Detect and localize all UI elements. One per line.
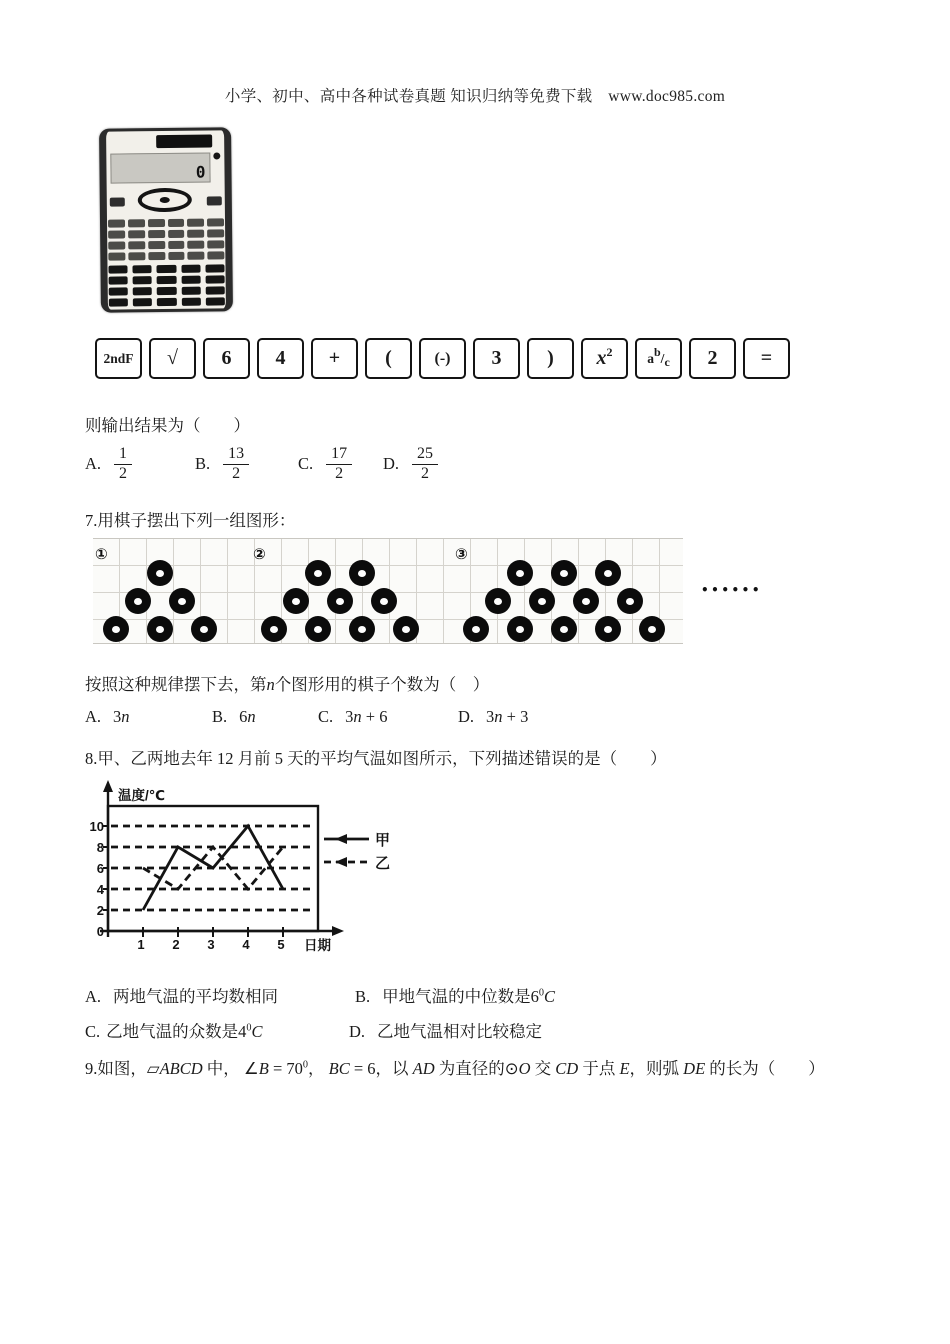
q7-option-c [318, 707, 387, 727]
text-run: 2ndF [103, 350, 134, 366]
x-tick-label: 3 [207, 937, 215, 952]
text-run: 0 [246, 1022, 252, 1034]
text-run: CD [555, 1059, 579, 1078]
legend-arrow-icon [335, 834, 347, 844]
game-piece [169, 588, 195, 614]
calculator-side-key [207, 196, 222, 205]
calculator-key [128, 219, 145, 227]
x-tick-label: 2 [172, 937, 180, 952]
text-run: 4 [275, 347, 286, 369]
option-value [382, 987, 555, 1006]
text-run: ▱ [146, 1059, 160, 1078]
text-run: = 6，以 [349, 1059, 413, 1078]
fraction-denominator: 2 [232, 464, 241, 482]
game-piece [261, 616, 287, 642]
calculator-key [168, 241, 185, 249]
calculator-key [157, 298, 176, 306]
calculator-image [99, 127, 233, 312]
calculator-key [133, 265, 152, 273]
calculator-key [187, 230, 204, 238]
text-run: 交 [530, 1059, 556, 1078]
calculator-key [109, 298, 128, 306]
text-run: n [121, 707, 130, 726]
text-run: 3 [345, 707, 354, 726]
pressed-key [473, 338, 520, 379]
calculator-dpad-icon [138, 188, 192, 213]
text-run: ABCD [159, 1059, 203, 1078]
game-piece [551, 560, 577, 586]
text-run: n [266, 675, 275, 694]
q7-options [85, 707, 685, 733]
text-run: AD [412, 1059, 435, 1078]
option-value [113, 987, 278, 1006]
text-run: 个图形用的棋子个数为（ ） [274, 675, 490, 694]
text-run: a [647, 350, 654, 366]
game-piece [103, 616, 129, 642]
pressed-key [635, 338, 682, 379]
text-run: x [596, 347, 607, 369]
calculator-key [128, 230, 145, 238]
game-piece [349, 616, 375, 642]
game-piece [393, 616, 419, 642]
x-tick-label: 4 [242, 937, 250, 952]
text-run: 乙地气温相对比较稳定 [377, 1022, 543, 1041]
fraction [326, 446, 352, 483]
text-run: C [251, 1022, 263, 1041]
option-label: C. [298, 454, 314, 474]
text-run: b [653, 345, 661, 359]
text-run: 6 [239, 707, 248, 726]
text-run: 9.如图， [85, 1059, 147, 1078]
game-piece [595, 560, 621, 586]
text-run: = [760, 347, 773, 369]
y-axis-title: 温度/℃ [118, 788, 166, 803]
calculator-key [148, 230, 165, 238]
y-axis-arrow-icon [103, 780, 113, 792]
option-value [239, 707, 256, 726]
text-run: + [328, 347, 341, 369]
option-label: C. [318, 707, 334, 726]
calculator-key [108, 265, 127, 273]
calculator-key [108, 230, 125, 238]
option-label: B. [212, 707, 228, 726]
calculator-key [207, 240, 224, 248]
text-run: ( [385, 347, 392, 369]
option-label: C. [85, 1022, 101, 1041]
pressed-key [95, 338, 142, 379]
figure-number-label: ② [253, 545, 266, 563]
calculator-key [188, 252, 205, 260]
game-piece [573, 588, 599, 614]
pressed-key [689, 338, 736, 379]
pressed-key [365, 338, 412, 379]
q7-option-a [85, 707, 130, 727]
calculator-key [188, 241, 205, 249]
y-tick-label: 6 [96, 861, 104, 876]
game-piece [507, 560, 533, 586]
calculator-key [187, 219, 204, 227]
q8-options-row1 [85, 983, 785, 1009]
fraction-denominator: 2 [119, 464, 128, 482]
legend-label: 甲 [375, 833, 391, 849]
text-run: 两地气温的平均数相同 [113, 987, 279, 1006]
text-run: 于点 [578, 1059, 620, 1078]
option-label: A. [85, 454, 102, 474]
y-tick-label: 8 [96, 840, 104, 855]
legend-arrow-icon [335, 857, 347, 867]
text-run: 按照这种规律摆下去，第 [85, 675, 267, 694]
calculator-key [157, 276, 176, 284]
calculator-key [181, 276, 200, 284]
calculator-display-value: 0 [195, 162, 206, 182]
text-run: 3 [491, 347, 502, 369]
figure-number-label: ① [95, 545, 108, 563]
calculator-key [133, 287, 152, 295]
keypress-row [95, 338, 790, 379]
y-tick-label: 2 [96, 903, 104, 918]
q6-prompt: 则输出结果为（ ） [85, 416, 250, 435]
y-tick-label: 4 [96, 882, 104, 897]
q6-option-b [195, 446, 249, 483]
game-piece [595, 616, 621, 642]
calculator-key [148, 252, 165, 260]
text-run: √ [167, 347, 178, 369]
option-label: A. [85, 987, 102, 1006]
text-run: ⊙ [504, 1059, 519, 1078]
text-run: BC [328, 1059, 350, 1078]
option-value [113, 707, 130, 726]
calculator-small-keys [108, 218, 224, 260]
x-tick-label: 5 [277, 937, 285, 952]
text-run: + 3 [502, 707, 529, 726]
q9-stem [85, 1055, 905, 1079]
calculator-key [148, 219, 165, 227]
calculator-key [108, 252, 125, 260]
text-run: ) [547, 347, 554, 369]
calculator-nav-cluster [108, 186, 224, 215]
game-piece [283, 588, 309, 614]
text-run: = 70 [268, 1059, 303, 1078]
game-piece [529, 588, 555, 614]
fraction [412, 446, 438, 483]
q8-option-c [85, 1018, 263, 1042]
q7-stem: 7.用棋子摆出下列一组图形： [85, 511, 296, 530]
calculator-indicator-dot [213, 152, 220, 159]
pieces-figure [93, 538, 683, 644]
game-piece [305, 616, 331, 642]
pressed-key [581, 338, 628, 379]
text-run: ，则弧 [629, 1059, 684, 1078]
pressed-key [527, 338, 574, 379]
text-run: 的长为（ ） [705, 1059, 825, 1078]
game-piece [617, 588, 643, 614]
text-run: 甲地气温的中位数是 [382, 987, 531, 1006]
text-run: c [664, 355, 670, 369]
q6-options [85, 446, 565, 500]
text-run: O [518, 1059, 531, 1078]
q8-option-a [85, 983, 278, 1007]
calculator-key [181, 265, 200, 273]
option-value [345, 707, 387, 726]
pressed-key [311, 338, 358, 379]
pressed-key [257, 338, 304, 379]
text-run: n [247, 707, 256, 726]
calculator-key [205, 264, 224, 272]
calculator-big-keys [108, 264, 224, 306]
calculator-key [181, 298, 200, 306]
text-run: ， [307, 1059, 329, 1078]
game-piece [507, 616, 533, 642]
calculator-key [109, 276, 128, 284]
calculator-key [133, 276, 152, 284]
q6-option-d [383, 446, 438, 483]
calculator-brand-plate [156, 135, 212, 149]
game-piece [191, 616, 217, 642]
pressed-key [419, 338, 466, 379]
calculator-side-key [110, 197, 125, 206]
q8-stem: 8.甲、乙两地去年 12 月前 5 天的平均气温如图所示，下列描述错误的是（ ） [85, 749, 667, 768]
text-run: DE [683, 1059, 706, 1078]
calculator-key [128, 252, 145, 260]
q6-option-a [85, 446, 132, 483]
q8-options-row2 [85, 1018, 785, 1044]
fraction-denominator: 2 [421, 464, 430, 482]
fraction-denominator: 2 [335, 464, 344, 482]
game-piece [371, 588, 397, 614]
text-run: 2 [707, 347, 718, 369]
game-piece [463, 616, 489, 642]
text-run: E [619, 1059, 630, 1078]
text-run: 2 [606, 345, 613, 359]
game-piece [305, 560, 331, 586]
y-tick-label: 0 [96, 924, 104, 939]
game-piece [551, 616, 577, 642]
text-run: 6 [221, 347, 232, 369]
site-header-text: 小学、初中、高中各种试卷真题 知识归纳等免费下载 www.doc985.com [224, 88, 726, 105]
q8-option-d [349, 1018, 542, 1042]
calculator-key [207, 229, 224, 237]
temperature-chart [89, 779, 437, 965]
calculator-key [148, 241, 165, 249]
calculator-key [205, 275, 224, 283]
option-value [106, 1022, 262, 1041]
option-label: B. [355, 987, 371, 1006]
x-tick-label: 1 [137, 937, 145, 952]
fraction-numerator: 1 [114, 446, 132, 465]
legend-label: 乙 [375, 856, 391, 872]
game-piece [327, 588, 353, 614]
text-run: 0 [538, 987, 544, 999]
game-piece [125, 588, 151, 614]
text-run: 中， [202, 1059, 244, 1078]
calculator-key [168, 252, 185, 260]
calculator-key [207, 218, 224, 226]
fraction-numerator: 25 [412, 446, 438, 465]
fraction [223, 446, 249, 483]
x-axis-title: 日期 [304, 938, 331, 953]
x-axis-arrow-icon [332, 926, 344, 936]
game-piece [349, 560, 375, 586]
game-piece [485, 588, 511, 614]
calculator-key [168, 230, 185, 238]
calculator-key [157, 265, 176, 273]
fraction [114, 446, 132, 483]
option-label: D. [383, 454, 400, 474]
text-run: / [660, 350, 665, 366]
calculator-key [167, 219, 184, 227]
figure-number-label: ③ [455, 545, 468, 563]
calculator-key [108, 219, 125, 227]
text-run: n [494, 707, 503, 726]
q8-option-b [355, 983, 555, 1007]
option-label: D. [349, 1022, 366, 1041]
calculator-key [128, 241, 145, 249]
calculator-key [133, 298, 152, 306]
text-run: 为直径的 [434, 1059, 505, 1078]
option-label: A. [85, 707, 102, 726]
option-label: B. [195, 454, 211, 474]
figure-ellipsis: •••••• [701, 583, 763, 597]
text-run: 乙地气温的众数是 [106, 1022, 239, 1041]
text-run: (-) [434, 349, 451, 367]
game-piece [147, 616, 173, 642]
calculator-key [207, 251, 224, 259]
text-run: C [544, 987, 556, 1006]
option-label: D. [458, 707, 475, 726]
calculator-key [206, 297, 225, 305]
text-run: 6 [530, 987, 539, 1006]
pressed-key [743, 338, 790, 379]
option-value [377, 1022, 542, 1041]
calculator-key [205, 286, 224, 294]
q7-option-b [212, 707, 256, 727]
text-run: 3 [486, 707, 495, 726]
calculator-key [109, 287, 128, 295]
text-run: + 6 [361, 707, 388, 726]
option-value [486, 707, 528, 726]
game-piece [639, 616, 665, 642]
text-run: 4 [238, 1022, 247, 1041]
pressed-key [149, 338, 196, 379]
text-run: n [353, 707, 362, 726]
calculator-key [181, 287, 200, 295]
pressed-key [203, 338, 250, 379]
text-run: 3 [113, 707, 122, 726]
calculator-key [157, 287, 176, 295]
y-tick-label: 10 [89, 819, 104, 834]
calculator-key [108, 241, 125, 249]
q7-followup [85, 671, 489, 695]
q6-option-c [298, 446, 352, 483]
calculator-display [110, 153, 210, 184]
q7-option-d [458, 707, 528, 727]
fraction-numerator: 13 [223, 446, 249, 465]
text-run: ∠ [243, 1059, 259, 1078]
fraction-numerator: 17 [326, 446, 352, 465]
game-piece [147, 560, 173, 586]
text-run: 0 [302, 1059, 308, 1071]
text-run: B [258, 1059, 269, 1078]
